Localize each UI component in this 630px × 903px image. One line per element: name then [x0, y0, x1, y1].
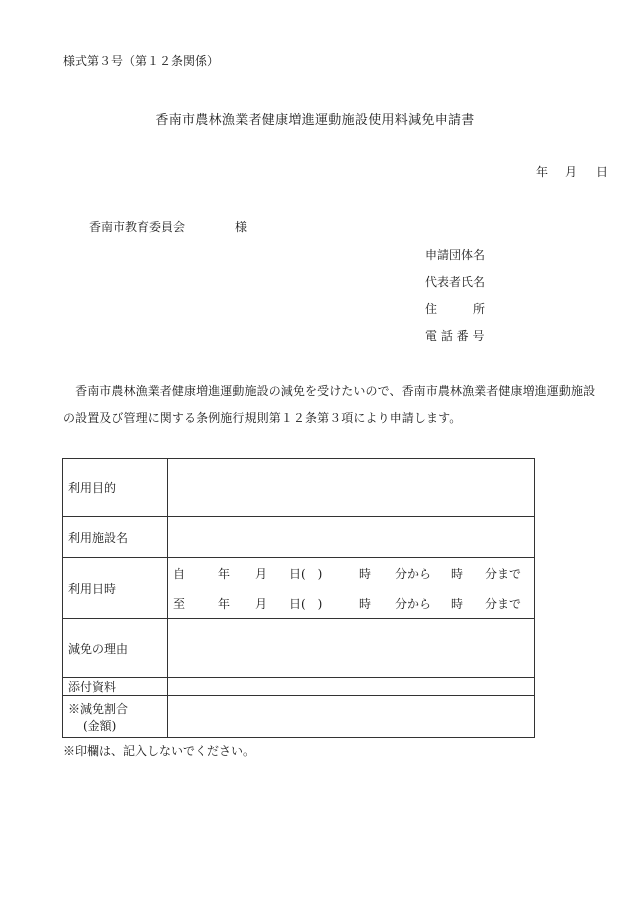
attachment-label: 添付資料	[63, 678, 168, 696]
datetime-from-row	[168, 558, 534, 588]
document-title: 香南市農林漁業者健康増進運動施設使用料減免申請書	[155, 113, 475, 128]
datetime-label: 利用日時	[63, 558, 168, 619]
reduction-ratio-row	[63, 696, 535, 738]
date-year: 年	[536, 165, 549, 179]
reduction-ratio-label	[63, 696, 168, 738]
date-month: 月	[565, 165, 578, 179]
reason-field[interactable]	[168, 619, 535, 678]
form-number: 様式第３号（第１２条関係）	[63, 54, 220, 68]
facility-row	[63, 517, 535, 558]
from-year-unit: 年	[218, 566, 231, 581]
to-day-unit: 日( )	[289, 596, 323, 611]
date-line	[536, 163, 608, 180]
to-year-unit: 年	[218, 596, 231, 611]
purpose-label: 利用目的	[63, 459, 168, 517]
phone-number-label: 電 話 番 号	[425, 329, 485, 343]
from-marker: 自	[173, 566, 186, 581]
from-hour-unit: 時	[359, 566, 372, 581]
purpose-field[interactable]	[168, 459, 535, 517]
representative-name-label: 代表者氏名	[425, 275, 486, 289]
date-day: 日	[596, 165, 609, 179]
datetime-field[interactable]	[168, 558, 535, 619]
body-text-content: 香南市農林漁業者健康増進運動施設の減免を受けたいので、香南市農林漁業者健康増進運動施設の設置及び管理に関する条例施行規則第１２条第３項により申請します。	[63, 384, 596, 425]
to-hour-unit: 時	[359, 596, 372, 611]
application-body-text	[63, 378, 603, 432]
from-day-unit: 日( )	[289, 566, 323, 581]
to-minute-unit: 分から	[395, 596, 432, 611]
reduction-ratio-label-line2: (金額)	[83, 718, 117, 733]
addressee-suffix: 様	[235, 220, 248, 234]
from-month-unit: 月	[255, 566, 268, 581]
from-end-hour-unit: 時	[451, 566, 464, 581]
reduction-ratio-field	[168, 696, 535, 738]
to-month-unit: 月	[255, 596, 268, 611]
from-minute-unit: 分から	[395, 566, 432, 581]
reduction-ratio-label-line1: ※減免割合	[68, 701, 129, 716]
addressee: 香南市教育委員会	[89, 220, 186, 234]
datetime-to-row	[168, 588, 534, 618]
to-end-hour-unit: 時	[451, 596, 464, 611]
application-table	[62, 458, 535, 738]
attachment-row	[63, 678, 535, 696]
to-end-minute-unit: 分まで	[485, 596, 522, 611]
facility-field[interactable]	[168, 517, 535, 558]
to-marker: 至	[173, 596, 186, 611]
datetime-row	[63, 558, 535, 619]
facility-label: 利用施設名	[63, 517, 168, 558]
from-end-minute-unit: 分まで	[485, 566, 522, 581]
footnote: ※印欄は、記入しないでください。	[63, 744, 256, 758]
address-label: 住 所	[425, 302, 486, 316]
purpose-row	[63, 459, 535, 517]
reason-row	[63, 619, 535, 678]
reason-label: 減免の理由	[63, 619, 168, 678]
attachment-field[interactable]	[168, 678, 535, 696]
applicant-group-name-label: 申請団体名	[425, 248, 486, 262]
